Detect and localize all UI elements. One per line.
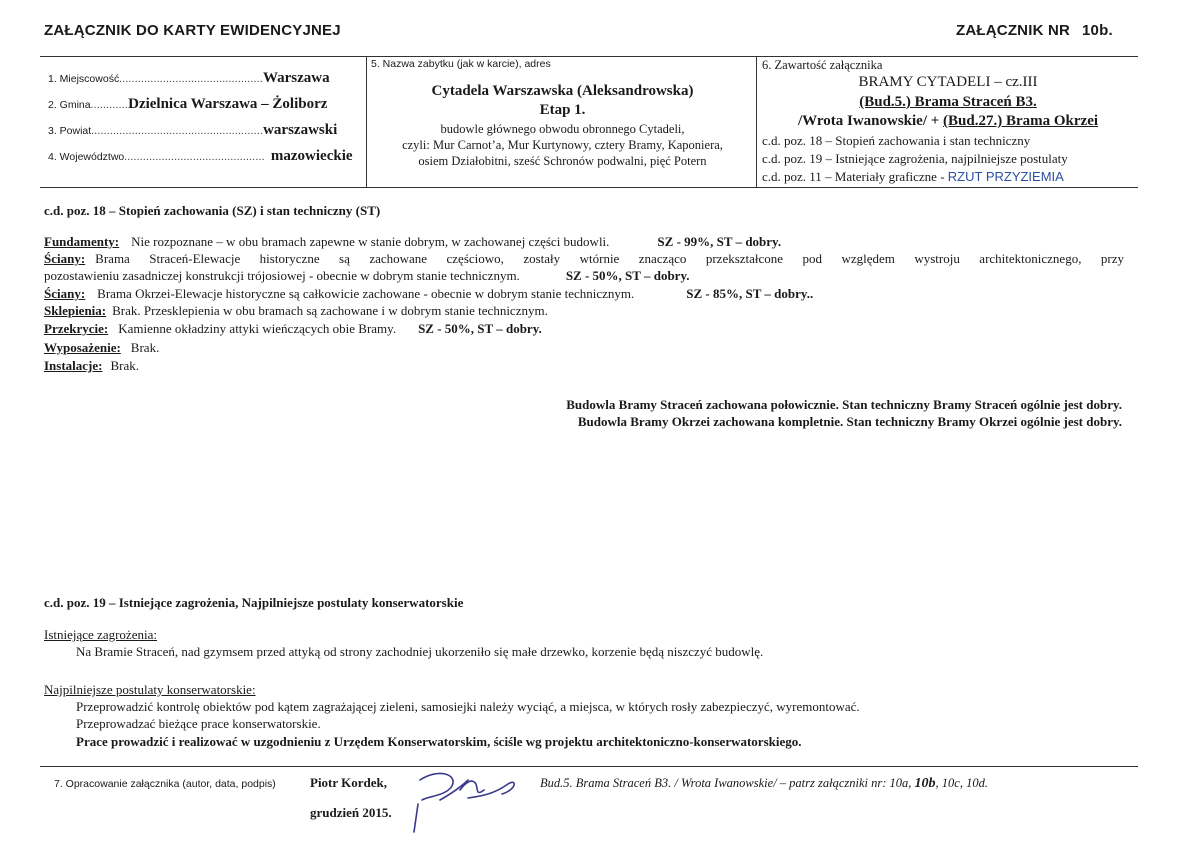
postulates-label: Najpilniejsze postulaty konserwatorskie: [44, 682, 256, 697]
threats-text: Na Bramie Straceń, nad gzymsem przed attyką od strony zachodniej ukorzeniło się małe drzewko, korzenie będą niszczyć budowlę. [76, 644, 764, 659]
monument-label: 5. Nazwa zabytku (jak w karcie), adres [371, 58, 551, 70]
contents-label: 6. Zawartość załącznika [762, 58, 883, 72]
attachment-references: Bud.5. Brama Straceń B3. / Wrota Iwanowskie/ – patrz załączniki nr: 10a, 10b, 10c, 10d. [540, 776, 988, 791]
condition-foundations: Fundamenty: Nie rozpoznane – w obu bramach zapewne w stanie dobrym, w zachowanej części budowli. SZ - 99%, ST – dobry. [44, 234, 782, 249]
signature-icon [398, 756, 526, 836]
monument-name: Cytadela Warszawska (Aleksandrowska) [431, 83, 694, 99]
contents-title: BRAMY CYTADELI – cz.III [858, 74, 1038, 90]
location-row: 1. Miejscowość..............................................Warszawa [48, 70, 330, 86]
column-divider-1 [366, 56, 367, 187]
footer-rule [40, 766, 1138, 767]
location-row: 2. Gmina............Dzielnica Warszawa – Żoliborz [48, 96, 328, 112]
monument-desc-line: osiem Działobitni, sześć Schronów podwalni, pięć Potern [418, 154, 707, 168]
monument-stage: Etap 1. [539, 102, 586, 118]
summary-line: Budowla Bramy Straceń zachowana połowicznie. Stan techniczny Bramy Straceń ogólnie jest dobry. [566, 397, 1122, 412]
postulate-item: Przeprowadzać bieżące prace konserwatorskie. [76, 716, 321, 731]
monument-desc-line: budowle głównego obwodu obronnego Cytadeli, [440, 122, 685, 136]
location-row: 4. Województwo............................................. mazowieckie [48, 148, 353, 164]
location-row: 3. Powiat.......................................................warszawski [48, 122, 338, 138]
condition-equipment: Wyposażenie: Brak. [44, 340, 160, 355]
condition-walls-2: Ściany: Brama Okrzei-Elewacje historyczne są całkowicie zachowane - obecnie w dobrym stanie technicznym. SZ - 85%, ST – dobry.. [44, 286, 814, 301]
condition-installations: Instalacje: Brak. [44, 358, 140, 373]
postulate-item: Przeprowadzić kontrolę obiektów pod kątem zagrażającej zieleni, samosiejki należy wyciąć, a miejsca, w których rosły zabezpieczyć, wyremontować. [76, 699, 860, 714]
contents-building-1: (Bud.5.) Brama Straceń B3. [859, 94, 1037, 110]
monument-desc-line: czyli: Mur Carnot’a, Mur Kurtynowy, cztery Bramy, Kaponiera, [402, 138, 723, 152]
section-19-heading: c.d. poz. 19 – Istniejące zagrożenia, Najpilniejsze postulaty konserwatorskie [44, 595, 464, 610]
attachment-number: 10b. [1082, 22, 1113, 39]
table-bottom-rule [40, 187, 1138, 188]
condition-walls-1: Ściany: Brama Straceń-Elewacje historyczne są zachowane częściowo, zostały wtórnie znacząco przekształcone pod względem wystroju architektonicznego, przy [44, 251, 1124, 266]
summary-line: Budowla Bramy Okrzei zachowana kompletnie. Stan techniczny Bramy Okrzei ogólnie jest dobry. [577, 414, 1122, 429]
contents-building-2: /Wrota Iwanowskie/ + (Bud.27.) Brama Okrzei [797, 113, 1099, 129]
author-date: grudzień 2015. [310, 805, 392, 820]
contents-item: c.d. poz. 19 – Istniejące zagrożenia, najpilniejsze postulaty [762, 151, 1068, 166]
contents-item: c.d. poz. 18 – Stopień zachowania i stan techniczny [762, 133, 1031, 148]
attachment-number-label: ZAŁĄCZNIK NR [956, 22, 1071, 39]
footer-label: 7. Opracowanie załącznika (autor, data, podpis) [54, 778, 276, 790]
attachment-title: ZAŁĄCZNIK DO KARTY EWIDENCYJNEJ [44, 22, 341, 39]
column-divider-2 [756, 56, 757, 187]
threats-label: Istniejące zagrożenia: [44, 627, 157, 642]
condition-roof: Przekrycie: Kamienne okładziny attyki wieńczących obie Bramy. SZ - 50%, ST – dobry. [44, 321, 542, 336]
condition-vaults: Sklepienia: Brak. Przesklepienia w obu bramach są zachowane i w dobrym stanie technicznym. [44, 303, 548, 318]
condition-walls-1-cont: pozostawieniu zasadniczej konstrukcji trójosiowej - obecnie w dobrym stanie technicznym. SZ - 50%, ST – dobry. [44, 268, 690, 283]
top-rule [40, 56, 1138, 57]
contents-item: c.d. poz. 11 – Materiały graficzne - RZUT PRZYZIEMIA [762, 169, 1064, 184]
postulate-item: Prace prowadzić i realizować w uzgodnieniu z Urzędem Konserwatorskim, ściśle wg projektu architektoniczno-konserwatorskiego. [76, 734, 802, 749]
author-name: Piotr Kordek, [310, 775, 388, 790]
section-18-heading: c.d. poz. 18 – Stopień zachowania (SZ) i stan techniczny (ST) [44, 203, 381, 218]
